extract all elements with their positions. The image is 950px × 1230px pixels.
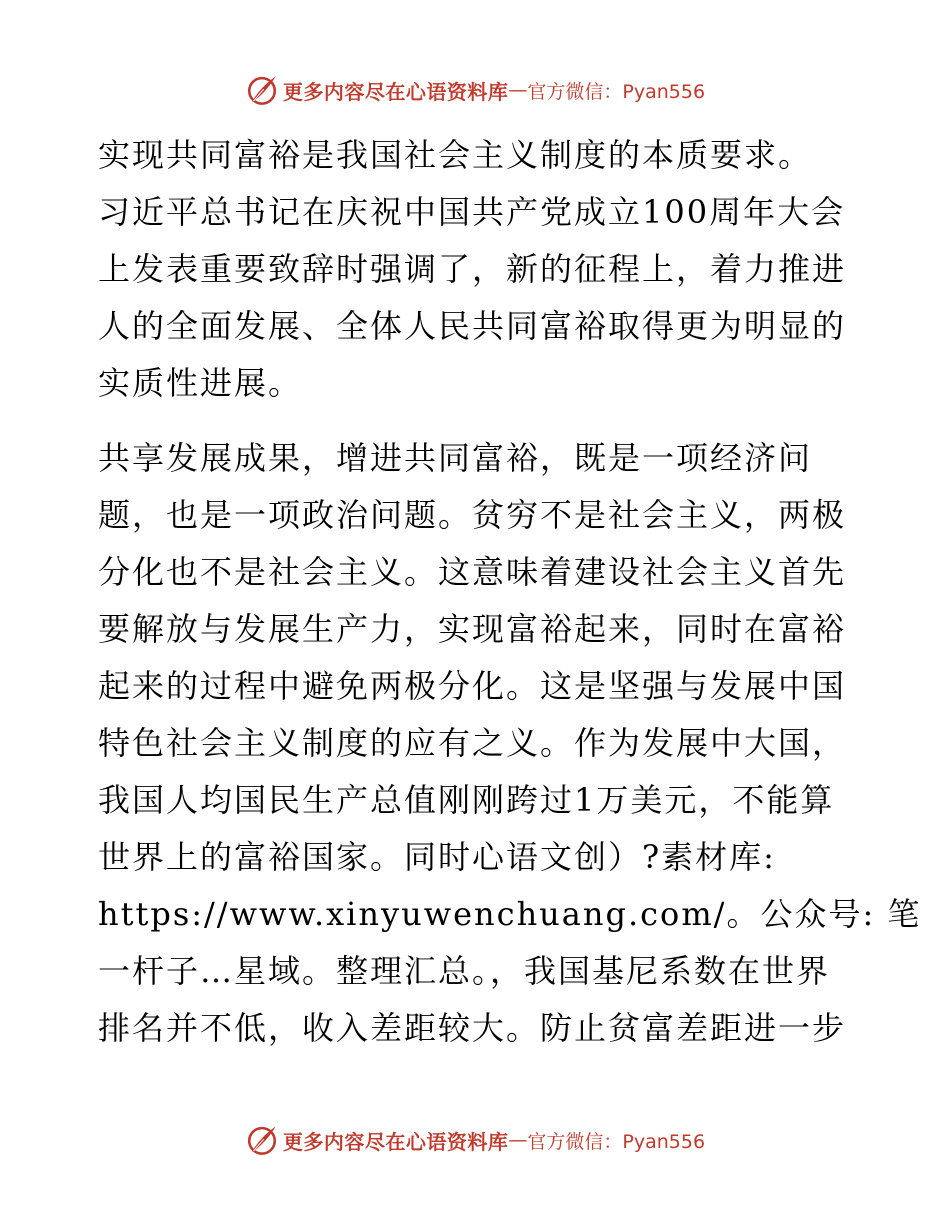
paragraph-2 bbox=[98, 430, 922, 1057]
feather-pen-logo-icon bbox=[245, 1123, 279, 1157]
text-line: 共享发展成果，增进共同富裕，既是一项经济问 bbox=[98, 439, 813, 477]
text-line: 实质性进展。 bbox=[98, 364, 303, 402]
text-line: 实现共同富裕是我国社会主义制度的本质要求。 bbox=[98, 136, 813, 174]
banner-sub-text: 官方微信：Pyan556 bbox=[527, 80, 706, 103]
banner-dash: — bbox=[508, 79, 528, 101]
text-line: 世界上的富裕国家。同时心语文创）?素材库: bbox=[98, 838, 776, 876]
document-body bbox=[98, 127, 922, 1057]
text-line: 一杆子…星域。整理汇总。，我国基尼系数在世界 bbox=[98, 952, 831, 990]
banner-dash: — bbox=[508, 1129, 528, 1151]
text-line: 起来的过程中避免两极分化。这是坚强与发展中国 bbox=[98, 667, 847, 705]
banner-sub-text: 官方微信：Pyan556 bbox=[527, 1130, 706, 1153]
text-line: 特色社会主义制度的应有之义。作为发展中大国， bbox=[98, 724, 847, 762]
text-line: 要解放与发展生产力，实现富裕起来，同时在富裕 bbox=[98, 610, 847, 648]
feather-pen-logo-icon bbox=[245, 73, 279, 107]
text-line: https://www.xinyuwenchuang.com/。公众号: 笔 bbox=[98, 895, 922, 933]
footer-banner bbox=[0, 1120, 950, 1160]
text-line: 上发表重要致辞时强调了，新的征程上，着力推进 bbox=[98, 250, 847, 288]
text-line: 排名并不低，收入差距较大。防止贫富差距进一步 bbox=[98, 1009, 847, 1047]
text-line: 习近平总书记在庆祝中国共产党成立100周年大会 bbox=[98, 193, 846, 231]
paragraph-1 bbox=[98, 127, 850, 412]
text-line: 我国人均国民生产总值刚刚跨过1万美元，不能算 bbox=[98, 781, 835, 819]
header-banner bbox=[0, 70, 950, 110]
banner-main-text: 更多内容尽在心语资料库 bbox=[282, 79, 509, 104]
banner-main-text: 更多内容尽在心语资料库 bbox=[282, 1129, 509, 1154]
text-line: 分化也不是社会主义。这意味着建设社会主义首先 bbox=[98, 553, 847, 591]
text-line: 题，也是一项政治问题。贫穷不是社会主义，两极 bbox=[98, 496, 847, 534]
text-line: 人的全面发展、全体人民共同富裕取得更为明显的 bbox=[98, 307, 847, 345]
